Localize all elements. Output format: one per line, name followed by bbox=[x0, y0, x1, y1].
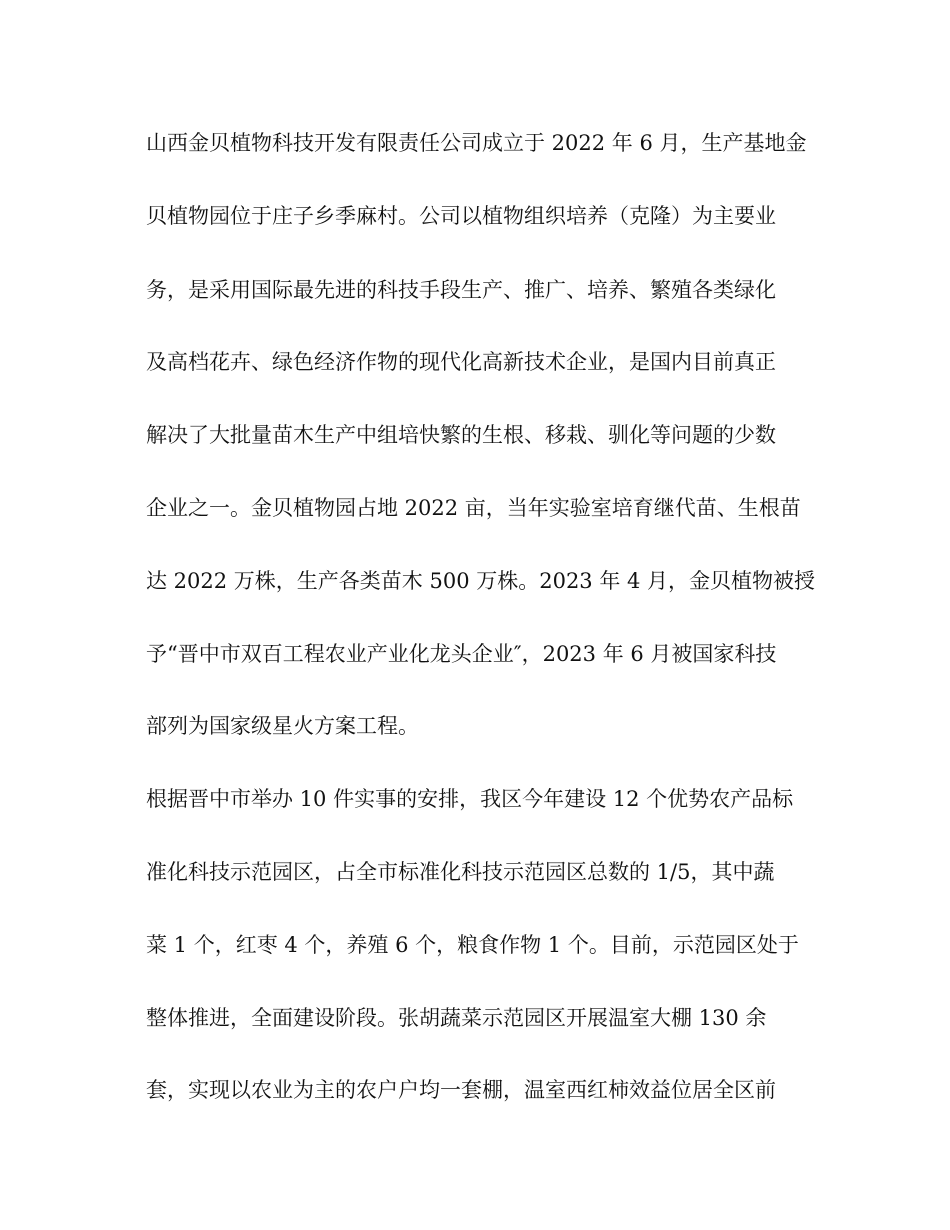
text-line: 企业之一。金贝植物园占地 2022 亩，当年实验室培育继代苗、生根苗 bbox=[146, 496, 801, 520]
text-line: 整体推进，全面建设阶段。张胡蔬菜示范园区开展温室大棚 130 余 bbox=[146, 1006, 767, 1030]
text-line: 山西金贝植物科技开发有限责任公司成立于 2022 年 6 月，生产基地金 bbox=[146, 131, 807, 155]
text-line: 根据晋中市举办 10 件实事的安排，我区今年建设 12 个优势农产品标 bbox=[146, 787, 794, 811]
text-line: 部列为国家级星火方案工程。 bbox=[146, 714, 419, 738]
text-line: 达 2022 万株，生产各类苗木 500 万株。2023 年 4 月，金贝植物被授 bbox=[146, 569, 816, 593]
text-line: 菜 1 个，红枣 4 个，养殖 6 个，粮食作物 1 个。目前，示范园区处于 bbox=[146, 933, 799, 957]
text-line: 贝植物园位于庄子乡季麻村。公司以植物组织培养（克隆）为主要业 bbox=[146, 204, 776, 228]
text-line: 解决了大批量苗木生产中组培快繁的生根、移栽、驯化等问题的少数 bbox=[146, 423, 776, 447]
text-line: 及高档花卉、绿色经济作物的现代化高新技术企业，是国内目前真正 bbox=[146, 350, 776, 374]
text-line: 套，实现以农业为主的农户户均一套棚，温室西红柿效益位居全区前 bbox=[146, 1078, 776, 1102]
text-line: 准化科技示范园区，占全市标准化科技示范园区总数的 1/5，其中蔬 bbox=[146, 860, 775, 884]
text-line: 予“晋中市双百工程农业产业化龙头企业″，2023 年 6 月被国家科技 bbox=[146, 642, 777, 666]
text-line: 务，是采用国际最先进的科技手段生产、推广、培养、繁殖各类绿化 bbox=[146, 278, 776, 302]
